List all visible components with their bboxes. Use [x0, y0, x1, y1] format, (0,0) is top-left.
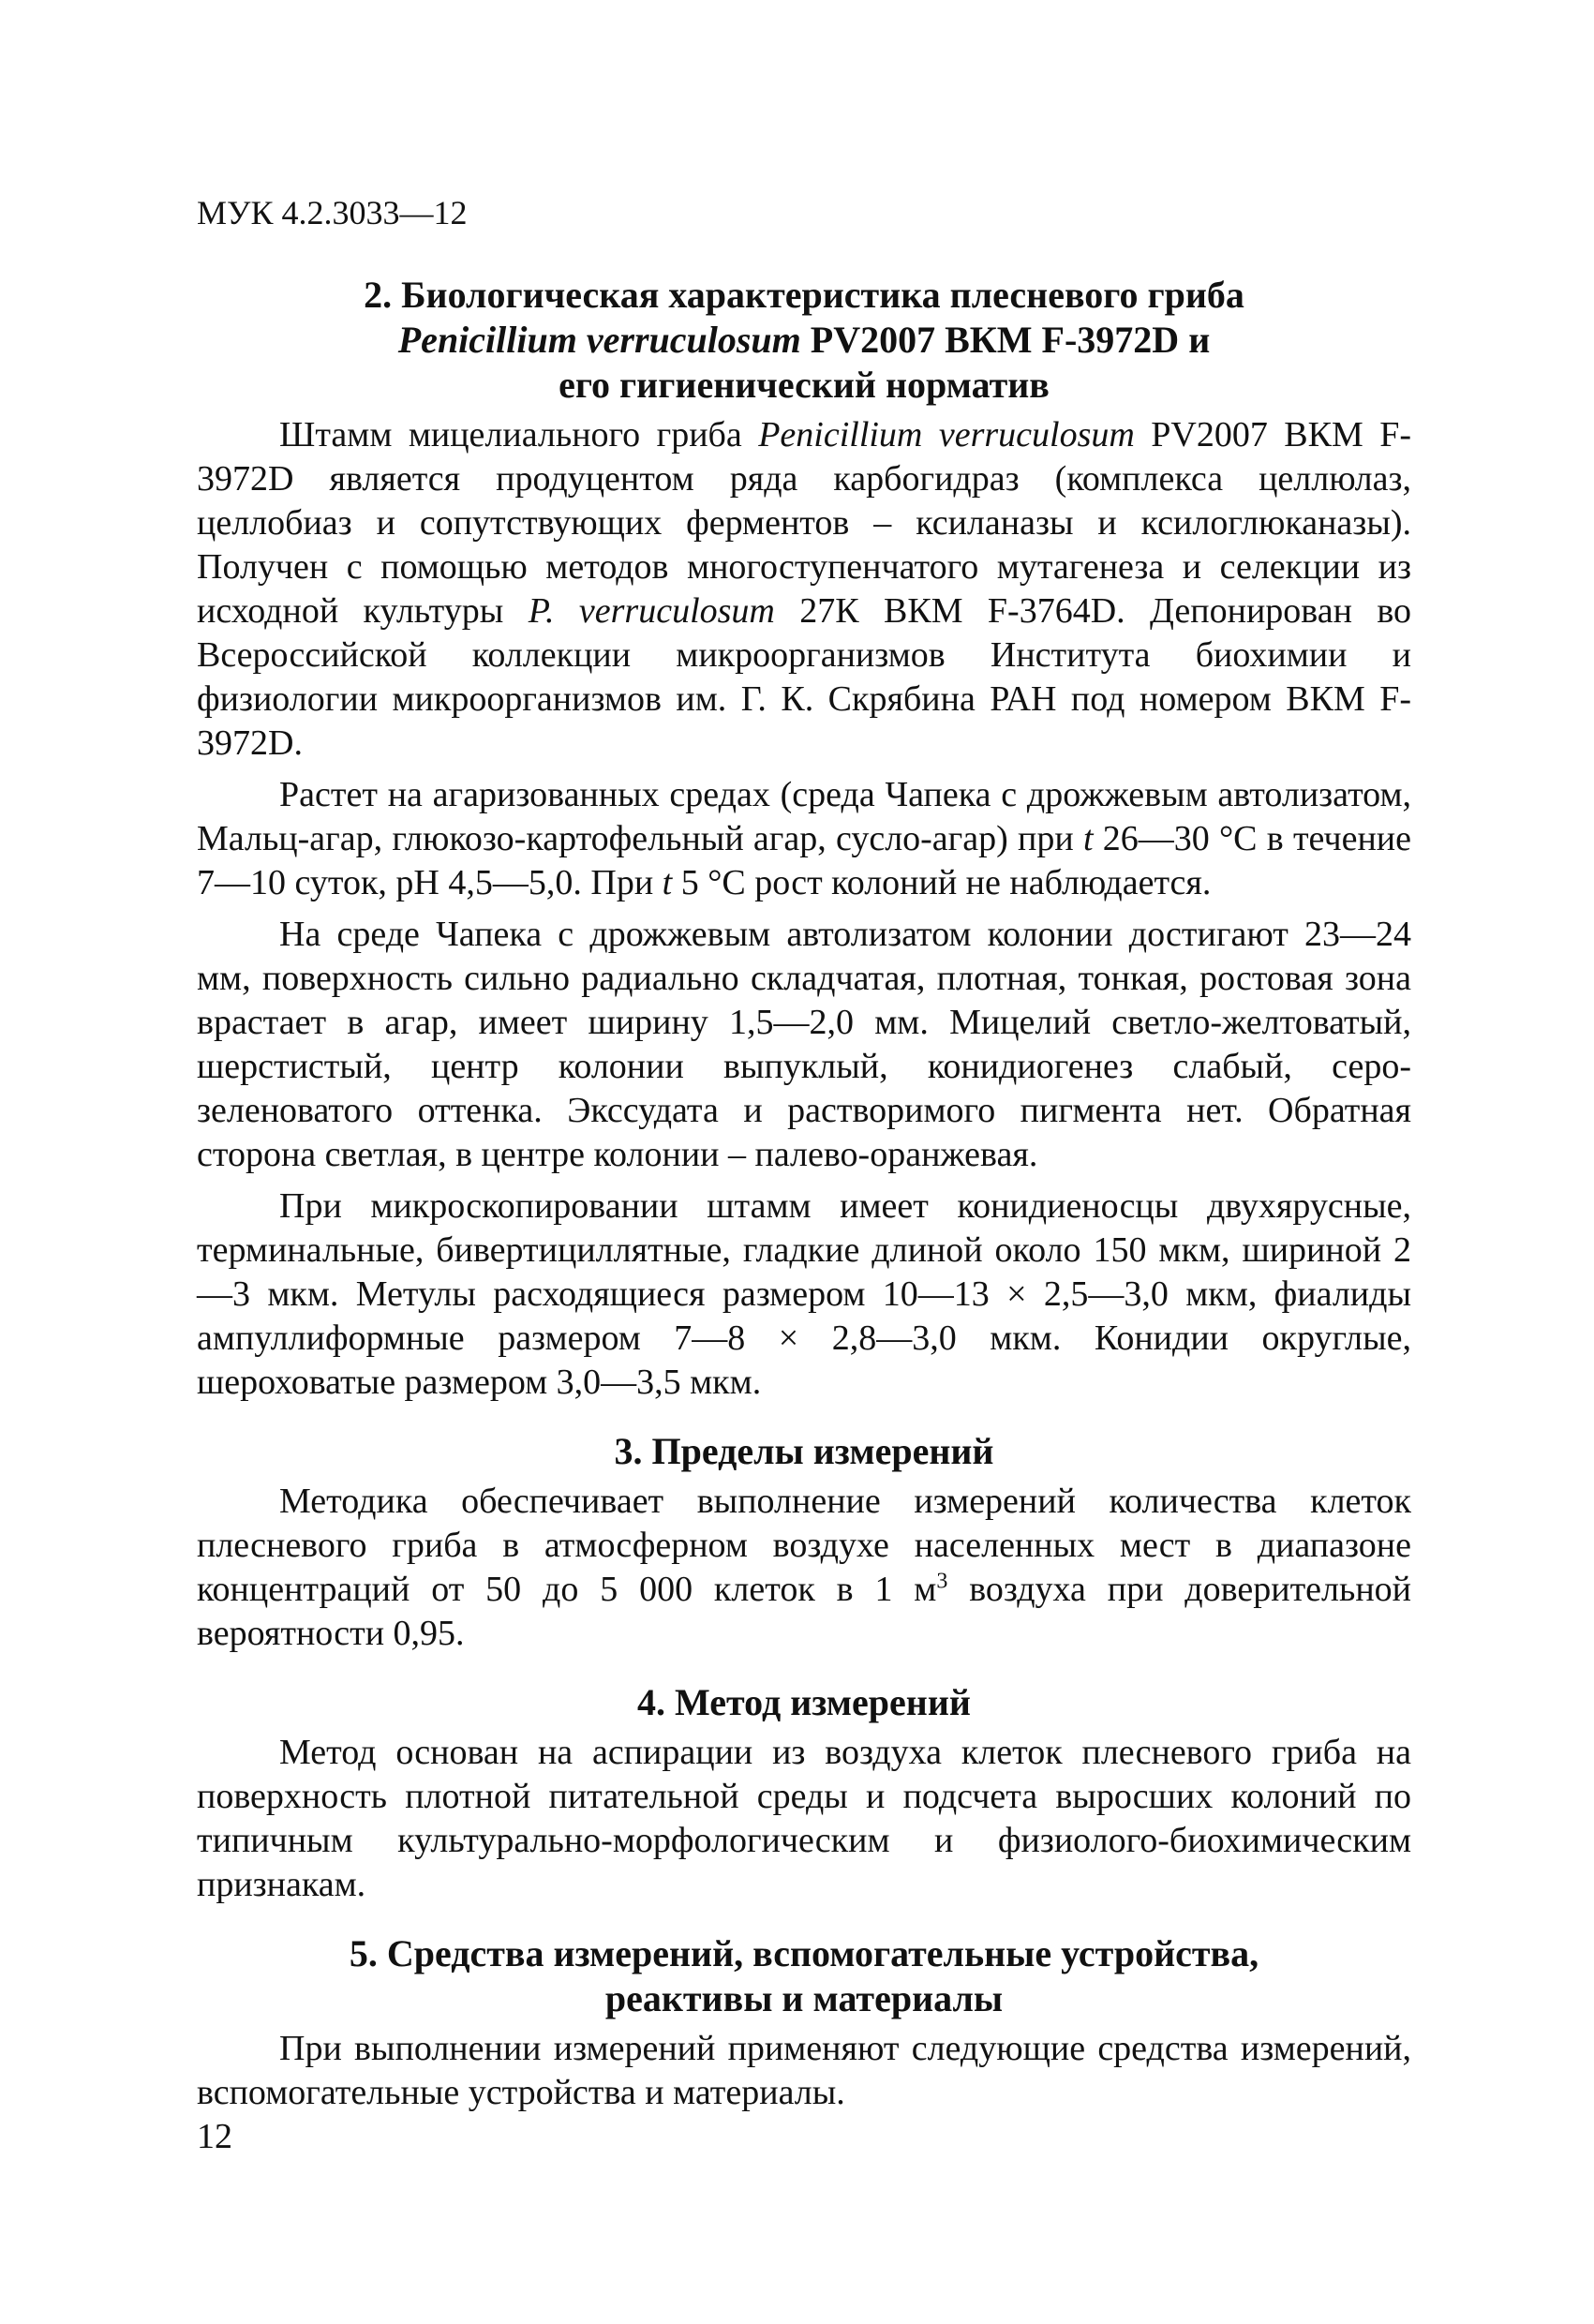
running-header: МУК 4.2.3033—12: [197, 194, 468, 231]
section-2-paragraph-1: [197, 413, 1411, 766]
cubic-superscript: 3: [936, 1569, 948, 1594]
text-run: PV2007 ВКМ F-3972D является продуцентом ряда карбогидраз (комплекса целлюлаз, целлобиаз и сопутствующих ферментов – ксиланазы и ксилоглюканазы). Получен с помощью методов многоступенчатого мутагенеза и селекции из исходной культуры: [197, 415, 1411, 631]
text-run: воздуха при доверительной вероятности 0,95.: [197, 1570, 1412, 1653]
strain-designation: PV2007 ВКМ F-3972D и: [800, 319, 1211, 361]
section-5-heading: [197, 1931, 1411, 2021]
section-2-heading: [197, 273, 1411, 408]
text-run: 5 °С рост колоний не наблюдается.: [672, 863, 1212, 902]
section-2-heading-line-3: его гигиенический норматив: [559, 364, 1050, 406]
section-4-paragraph-1: Метод основан на аспирации из воздуха клеток плесневого гриба на поверхность плотной питательной среды и подсчета выросших колоний по типичным культурально-морфологическим и физиолого-биохимическим признакам.: [197, 1733, 1411, 1904]
text-run: Штамм мицелиального гриба: [279, 415, 759, 454]
section-2-paragraph-4: При микроскопировании штамм имеет конидиеносцы двухярусные, терминальные, бивертициллятные, гладкие длиной около 150 мкм, шириной 2—3 мкм. Метулы расходящиеся размером 10—13 × 2,5—3,0 мкм, фиалиды ампуллиформные размером 7—8 × 2,8—3,0 мкм. Конидии округлые, шероховатые размером 3,0—3,5 мкм.: [197, 1186, 1411, 1402]
text-run: 26—30 °С в течение 7—10 суток, рН 4,5—5,0. При: [197, 819, 1411, 902]
temperature-symbol: t: [662, 863, 673, 902]
temperature-symbol: t: [1082, 819, 1094, 858]
species-name: P. verruculosum: [528, 591, 775, 631]
section-4-heading: 4. Метод измерений: [637, 1681, 971, 1723]
species-name: Penicillium verruculosum: [397, 319, 801, 361]
section-2-paragraph-3: На среде Чапека с дрожжевым автолизатом колонии достигают 23—24 мм, поверхность сильно радиально складчатая, плотная, тонкая, ростовая зона врастает в агар, имеет ширину 1,5—2,0 мм. Мицелий светло-желтоватый, шерстистый, центр колонии выпуклый, конидиогенез слабый, серо-зеленоватого оттенка. Экссудата и растворимого пигмента нет. Обратная сторона светлая, в центре колонии – палево-оранжевая.: [197, 915, 1411, 1174]
text-run: Методика обеспечивает выполнение измерений количества клеток плесневого гриба в атмосферном воздухе населенных мест в диапазоне концентраций от 50 до 5 000 клеток в 1 м: [197, 1482, 1411, 1609]
section-3-heading: 3. Пределы измерений: [614, 1430, 994, 1472]
section-5-heading-line-1: 5. Средства измерений, вспомогательные устройства,: [349, 1932, 1259, 1974]
document-page: [197, 192, 1411, 2123]
section-2-paragraph-2: [197, 773, 1411, 905]
section-3-paragraph-1: [197, 1480, 1411, 1656]
section-5-heading-line-2: реактивы и материалы: [604, 1977, 1004, 2019]
section-2-heading-line-1: 2. Биологическая характеристика плесневого гриба: [364, 274, 1244, 316]
text-run: 27К ВКМ F-3764D. Депонирован во Всероссийской коллекции микроорганизмов Института биохимии и физиологии микроорганизмов им. Г. К. Скрябина РАН под номером ВКМ F-3972D.: [197, 591, 1412, 763]
section-2-heading-line-2: [197, 318, 1411, 363]
text-run: Растет на агаризованных средах (среда Чапека с дрожжевым автолизатом, Мальц-агар, глюкозо-картофельный агар, сусло-агар) при: [197, 775, 1411, 858]
page-number: 12: [197, 2117, 232, 2156]
species-name: Penicillium verruculosum: [758, 415, 1135, 454]
section-5-paragraph-1: При выполнении измерений применяют следующие средства измерений, вспомогательные устройства и материалы.: [197, 2029, 1411, 2112]
